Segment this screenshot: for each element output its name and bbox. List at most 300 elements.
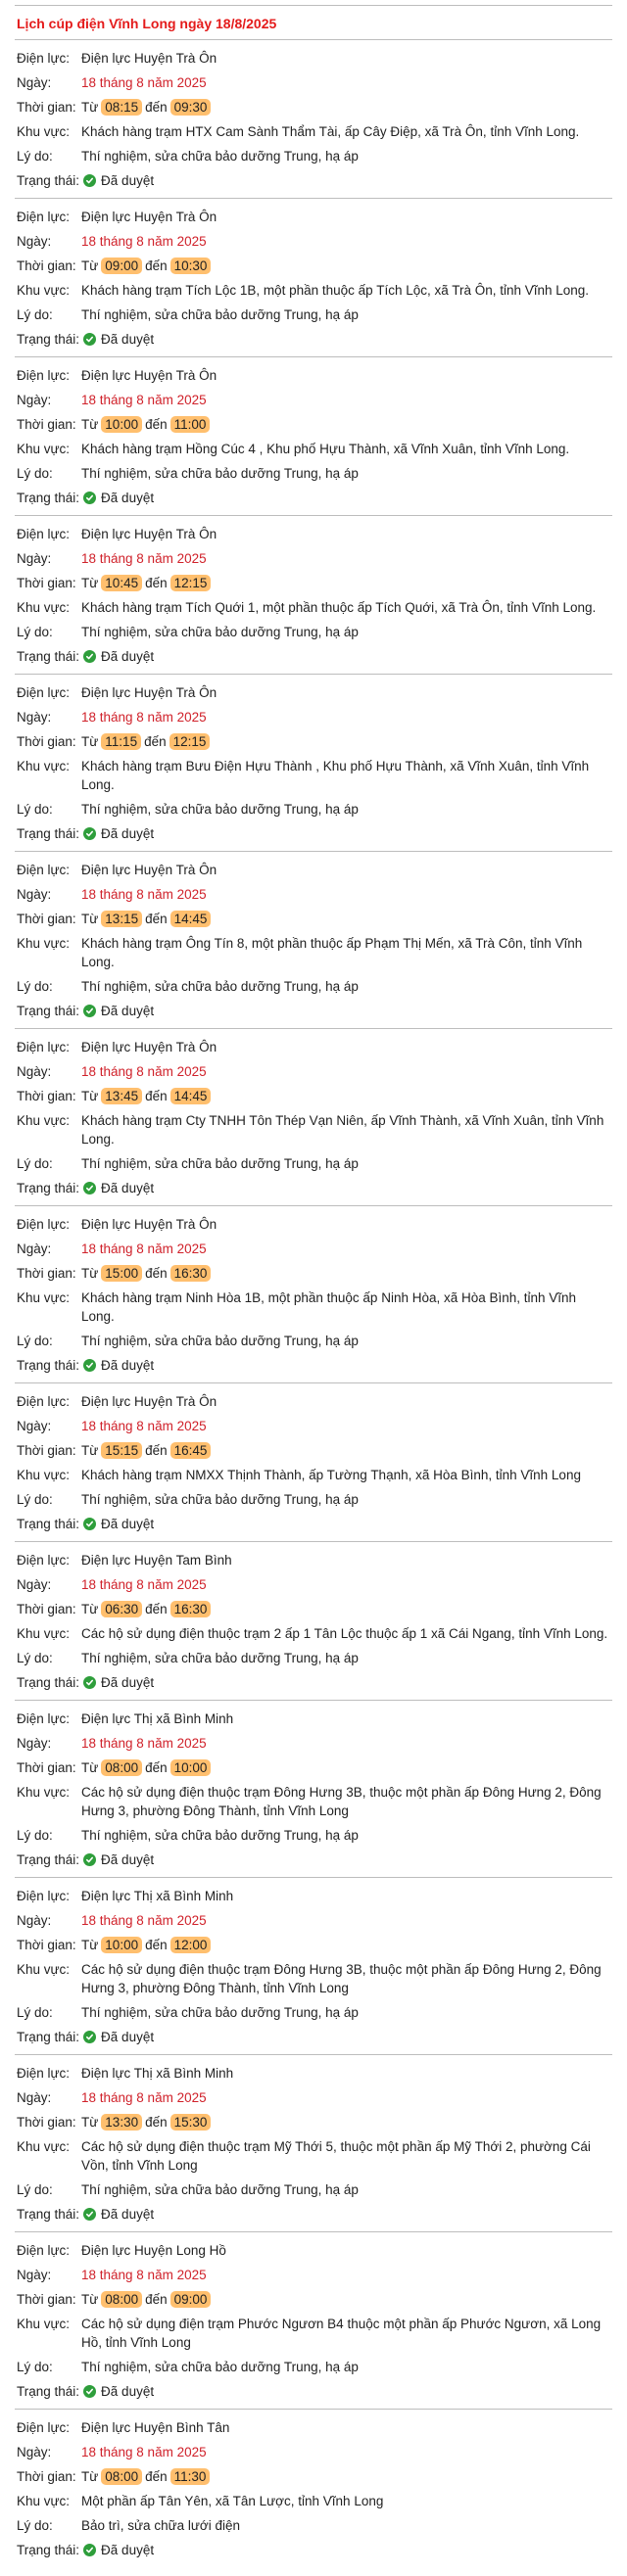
time-value (81, 910, 610, 928)
status-row (17, 2025, 610, 2049)
area-label: Khu vực: (17, 2494, 71, 2508)
status-text: Đã duyệt (101, 173, 155, 188)
status-text: Đã duyệt (101, 2207, 155, 2222)
time-row (17, 2287, 610, 2312)
date-value: 18 tháng 8 năm 2025 (81, 551, 207, 566)
reason-label: Lý do: (17, 979, 53, 994)
date-value: 18 tháng 8 năm 2025 (81, 2268, 207, 2282)
check-circle-icon (83, 2031, 96, 2043)
unit-row (17, 1884, 610, 1908)
date-row (17, 705, 610, 729)
status-text: Đã duyệt (101, 1004, 155, 1018)
to-label: đến (145, 1089, 168, 1103)
status-row (17, 2538, 610, 2562)
page (0, 5, 627, 2567)
date-row (17, 546, 610, 571)
status-row (17, 999, 610, 1023)
area-label: Khu vực: (17, 2317, 71, 2331)
date-value: 18 tháng 8 năm 2025 (81, 887, 207, 902)
status-label: Trạng thái: (17, 826, 80, 841)
area-value: Khách hàng trạm Ninh Hòa 1B, một phần thuộc ấp Ninh Hòa, xã Hòa Bình, tỉnh Vĩnh Long. (81, 1290, 577, 1324)
unit-row (17, 1035, 610, 1059)
check-circle-icon (83, 1182, 96, 1194)
time-row (17, 729, 610, 754)
reason-row (17, 2178, 610, 2202)
from-label: Từ (81, 417, 99, 432)
status-text: Đã duyệt (101, 491, 155, 505)
end-time-badge: 16:45 (170, 1442, 212, 1459)
reason-value: Thí nghiệm, sửa chữa bảo dưỡng Trung, hạ áp (81, 2005, 359, 2020)
from-label: Từ (81, 734, 99, 749)
date-value: 18 tháng 8 năm 2025 (81, 1913, 207, 1928)
unit-row (17, 46, 610, 70)
time-label: Thời gian: (17, 576, 76, 590)
to-label: đến (145, 258, 168, 273)
check-circle-icon (83, 1005, 96, 1017)
date-row (17, 2263, 610, 2287)
date-label: Ngày: (17, 1736, 52, 1751)
time-label: Thời gian: (17, 734, 76, 749)
time-value (81, 1600, 610, 1618)
unit-value: Điện lực Huyện Bình Tân (81, 2420, 230, 2435)
reason-value: Thí nghiệm, sửa chữa bảo dưỡng Trung, hạ áp (81, 625, 359, 639)
area-value: Khách hàng trạm Tích Lộc 1B, một phần thuộc ấp Tích Lộc, xã Trà Ôn, tỉnh Vĩnh Long. (81, 283, 590, 298)
area-label: Khu vực: (17, 936, 71, 951)
unit-label: Điện lực: (17, 1889, 71, 1903)
outage-item (15, 515, 612, 674)
status-row (17, 486, 610, 510)
reason-label: Lý do: (17, 466, 53, 481)
date-row (17, 388, 610, 412)
reason-label: Lý do: (17, 625, 53, 639)
unit-row (17, 1548, 610, 1572)
time-value (81, 732, 610, 751)
status-label: Trạng thái: (17, 2207, 80, 2222)
unit-row (17, 1212, 610, 1237)
start-time-badge: 06:30 (101, 1601, 142, 1617)
date-row (17, 70, 610, 95)
unit-label: Điện lực: (17, 527, 71, 541)
status-label: Trạng thái: (17, 1358, 80, 1373)
status-value (83, 489, 610, 507)
outage-item (15, 2054, 612, 2231)
area-value: Khách hàng trạm Cty TNHH Tôn Thép Vạn Niên, ấp Vĩnh Thành, xã Vĩnh Xuân, tỉnh Vĩnh Long. (81, 1113, 604, 1147)
unit-value: Điện lực Huyện Trà Ôn (81, 210, 217, 224)
from-label: Từ (81, 576, 99, 590)
start-time-badge: 08:00 (101, 2468, 142, 2485)
status-label: Trạng thái: (17, 1181, 80, 1195)
status-text: Đã duyệt (101, 1358, 155, 1373)
time-row (17, 1933, 610, 1957)
status-value (83, 2205, 610, 2224)
unit-value: Điện lực Huyện Trà Ôn (81, 1217, 217, 1232)
unit-row (17, 363, 610, 388)
unit-row (17, 2238, 610, 2263)
status-value (83, 330, 610, 349)
reason-row (17, 974, 610, 999)
reason-label: Lý do: (17, 1492, 53, 1507)
reason-label: Lý do: (17, 149, 53, 164)
status-row (17, 2202, 610, 2226)
end-time-badge: 14:45 (170, 1088, 212, 1104)
status-text: Đã duyệt (101, 2543, 155, 2557)
area-value: Khách hàng trạm Ông Tín 8, một phần thuộc ấp Phạm Thị Mến, xã Trà Côn, tỉnh Vĩnh Long. (81, 936, 583, 969)
end-time-badge: 10:30 (170, 258, 212, 274)
time-label: Thời gian: (17, 912, 76, 926)
outage-item (15, 1028, 612, 1205)
status-label: Trạng thái: (17, 1517, 80, 1531)
date-row (17, 2085, 610, 2110)
reason-row (17, 2000, 610, 2025)
status-value (83, 2028, 610, 2046)
time-row (17, 1756, 610, 1780)
unit-value: Điện lực Huyện Trà Ôn (81, 685, 217, 700)
time-value (81, 1758, 610, 1777)
reason-label: Lý do: (17, 1828, 53, 1843)
unit-value: Điện lực Huyện Trà Ôn (81, 1394, 217, 1409)
unit-row (17, 1707, 610, 1731)
reason-row (17, 2513, 610, 2538)
status-text: Đã duyệt (101, 649, 155, 664)
status-value (83, 824, 610, 843)
reason-row (17, 1487, 610, 1512)
status-text: Đã duyệt (101, 1181, 155, 1195)
area-value: Các hộ sử dụng điện thuộc trạm Đông Hưng 3B, thuộc một phần ấp Đông Hưng 2, Đông Hưng 3, phường Đông Thành, tỉnh Vĩnh Long (81, 1962, 602, 1995)
unit-value: Điện lực Thị xã Bình Minh (81, 2066, 234, 2081)
unit-value: Điện lực Huyện Tam Bình (81, 1553, 232, 1568)
end-time-badge: 16:30 (170, 1601, 212, 1617)
status-text: Đã duyệt (101, 2030, 155, 2044)
date-row (17, 1908, 610, 1933)
area-value: Các hộ sử dụng điện thuộc trạm Mỹ Thới 5, thuộc một phần ấp Mỹ Thới 2, phường Cái Vồn, tỉnh Vĩnh Long (81, 2139, 591, 2173)
from-label: Từ (81, 1266, 99, 1281)
reason-label: Lý do: (17, 2360, 53, 2374)
check-circle-icon (83, 492, 96, 504)
unit-row (17, 1389, 610, 1414)
reason-row (17, 797, 610, 821)
date-value: 18 tháng 8 năm 2025 (81, 2090, 207, 2105)
area-value: Các hộ sử dụng điện thuộc trạm Đông Hưng 3B, thuộc một phần ấp Đông Hưng 2, Đông Hưng 3, phường Đông Thành, tỉnh Vĩnh Long (81, 1785, 602, 1818)
unit-label: Điện lực: (17, 685, 71, 700)
time-value (81, 1936, 610, 1954)
status-text: Đã duyệt (101, 1852, 155, 1867)
time-row (17, 254, 610, 278)
reason-value: Thí nghiệm, sửa chữa bảo dưỡng Trung, hạ áp (81, 802, 359, 817)
time-value (81, 98, 610, 117)
date-label: Ngày: (17, 1577, 52, 1592)
status-value (83, 171, 610, 190)
to-label: đến (145, 2292, 168, 2307)
outage-item (15, 1700, 612, 1877)
unit-row (17, 680, 610, 705)
reason-value: Thí nghiệm, sửa chữa bảo dưỡng Trung, hạ áp (81, 149, 359, 164)
unit-value: Điện lực Huyện Trà Ôn (81, 527, 217, 541)
area-label: Khu vực: (17, 1626, 71, 1641)
check-circle-icon (83, 2544, 96, 2556)
from-label: Từ (81, 1089, 99, 1103)
reason-label: Lý do: (17, 2182, 53, 2197)
date-label: Ngày: (17, 1064, 52, 1079)
status-value (83, 1673, 610, 1692)
check-circle-icon (83, 1518, 96, 1530)
date-value: 18 tháng 8 năm 2025 (81, 75, 207, 90)
time-row (17, 2464, 610, 2489)
area-row (17, 1780, 610, 1823)
time-label: Thời gian: (17, 1443, 76, 1458)
from-label: Từ (81, 912, 99, 926)
area-row (17, 595, 610, 620)
date-label: Ngày: (17, 1241, 52, 1256)
status-row (17, 1176, 610, 1200)
end-time-badge: 12:00 (170, 1937, 212, 1953)
check-circle-icon (83, 827, 96, 840)
from-label: Từ (81, 2115, 99, 2130)
time-label: Thời gian: (17, 100, 76, 115)
reason-row (17, 1646, 610, 1670)
reason-value: Thí nghiệm, sửa chữa bảo dưỡng Trung, hạ áp (81, 2360, 359, 2374)
outage-item (15, 1205, 612, 1382)
check-circle-icon (83, 174, 96, 187)
status-row (17, 168, 610, 193)
time-row (17, 1084, 610, 1108)
unit-row (17, 2061, 610, 2085)
time-label: Thời gian: (17, 417, 76, 432)
reason-label: Lý do: (17, 2005, 53, 2020)
area-row (17, 931, 610, 974)
time-label: Thời gian: (17, 2292, 76, 2307)
time-label: Thời gian: (17, 258, 76, 273)
status-row (17, 1353, 610, 1378)
area-value: Khách hàng trạm Tích Quới 1, một phần thuộc ấp Tích Quới, xã Trà Ôn, tỉnh Vĩnh Long. (81, 600, 597, 615)
to-label: đến (144, 734, 167, 749)
reason-value: Bảo trì, sửa chữa lưới điện (81, 2518, 241, 2533)
status-label: Trạng thái: (17, 332, 80, 347)
date-value: 18 tháng 8 năm 2025 (81, 234, 207, 249)
status-text: Đã duyệt (101, 1517, 155, 1531)
check-circle-icon (83, 1676, 96, 1689)
date-row (17, 1572, 610, 1597)
start-time-badge: 13:45 (101, 1088, 142, 1104)
reason-row (17, 1151, 610, 1176)
reason-label: Lý do: (17, 802, 53, 817)
from-label: Từ (81, 2469, 99, 2484)
outage-item (15, 198, 612, 356)
reason-row (17, 620, 610, 644)
time-value (81, 574, 610, 592)
reason-label: Lý do: (17, 2518, 53, 2533)
time-row (17, 412, 610, 437)
status-row (17, 644, 610, 669)
reason-value: Thí nghiệm, sửa chữa bảo dưỡng Trung, hạ áp (81, 2182, 359, 2197)
time-label: Thời gian: (17, 1602, 76, 1616)
unit-value: Điện lực Huyện Trà Ôn (81, 51, 217, 66)
unit-label: Điện lực: (17, 1711, 71, 1726)
reason-row (17, 144, 610, 168)
area-label: Khu vực: (17, 2139, 71, 2154)
area-value: Khách hàng trạm Hồng Cúc 4 , Khu phố Hựu Thành, xã Vĩnh Xuân, tỉnh Vĩnh Long. (81, 442, 570, 456)
to-label: đến (145, 2115, 168, 2130)
status-row (17, 821, 610, 846)
end-time-badge: 11:00 (170, 416, 211, 433)
area-label: Khu vực: (17, 759, 71, 773)
area-row (17, 119, 610, 144)
date-value: 18 tháng 8 năm 2025 (81, 1241, 207, 1256)
date-label: Ngày: (17, 75, 52, 90)
from-label: Từ (81, 1443, 99, 1458)
unit-label: Điện lực: (17, 51, 71, 66)
time-label: Thời gian: (17, 1760, 76, 1775)
unit-label: Điện lực: (17, 1553, 71, 1568)
unit-label: Điện lực: (17, 210, 71, 224)
to-label: đến (145, 100, 168, 115)
time-value (81, 1441, 610, 1460)
status-value (83, 647, 610, 666)
area-value: Khách hàng trạm Bưu Điện Hựu Thành , Khu phố Hựu Thành, xã Vĩnh Xuân, tỉnh Vĩnh Long. (81, 759, 590, 792)
time-value (81, 257, 610, 275)
reason-value: Thí nghiệm, sửa chữa bảo dưỡng Trung, hạ áp (81, 466, 359, 481)
unit-label: Điện lực: (17, 2243, 71, 2258)
date-label: Ngày: (17, 393, 52, 407)
time-row (17, 95, 610, 119)
start-time-badge: 15:00 (101, 1265, 142, 1282)
start-time-badge: 11:15 (101, 733, 141, 750)
outage-item (15, 1877, 612, 2054)
to-label: đến (145, 1266, 168, 1281)
date-row (17, 2440, 610, 2464)
date-label: Ngày: (17, 887, 52, 902)
reason-value: Thí nghiệm, sửa chữa bảo dưỡng Trung, hạ áp (81, 979, 359, 994)
reason-row (17, 303, 610, 327)
time-value (81, 2113, 610, 2131)
unit-label: Điện lực: (17, 863, 71, 877)
reason-value: Thí nghiệm, sửa chữa bảo dưỡng Trung, hạ áp (81, 1492, 359, 1507)
status-value (83, 2382, 610, 2401)
to-label: đến (145, 576, 168, 590)
page-title: Lịch cúp điện Vĩnh Long ngày 18/8/2025 (17, 16, 277, 31)
unit-row (17, 2415, 610, 2440)
date-value: 18 tháng 8 năm 2025 (81, 1064, 207, 1079)
area-row (17, 1108, 610, 1151)
reason-label: Lý do: (17, 307, 53, 322)
date-row (17, 1414, 610, 1438)
area-value: Khách hàng trạm NMXX Thịnh Thành, ấp Tường Thạnh, xã Hòa Bình, tỉnh Vĩnh Long (81, 1468, 581, 1482)
outage-item (15, 674, 612, 851)
area-row (17, 2134, 610, 2178)
area-label: Khu vực: (17, 1290, 71, 1305)
date-value: 18 tháng 8 năm 2025 (81, 393, 207, 407)
check-circle-icon (83, 650, 96, 663)
date-label: Ngày: (17, 1913, 52, 1928)
outage-list (15, 39, 612, 2567)
end-time-badge: 14:45 (170, 911, 212, 927)
unit-label: Điện lực: (17, 1040, 71, 1054)
date-value: 18 tháng 8 năm 2025 (81, 1577, 207, 1592)
status-text: Đã duyệt (101, 1675, 155, 1690)
from-label: Từ (81, 1602, 99, 1616)
time-row (17, 1261, 610, 1286)
date-label: Ngày: (17, 1419, 52, 1433)
area-value: Các hộ sử dụng điện trạm Phước Ngươn B4 thuộc một phần ấp Phước Ngươn, xã Long Hồ, tỉnh Vĩnh Long (81, 2317, 602, 2350)
date-row (17, 1237, 610, 1261)
date-value: 18 tháng 8 năm 2025 (81, 2445, 207, 2459)
area-value: Khách hàng trạm HTX Cam Sành Thẩm Tài, ấp Cây Điệp, xã Trà Ôn, tỉnh Vĩnh Long. (81, 124, 580, 139)
start-time-badge: 15:15 (101, 1442, 142, 1459)
area-label: Khu vực: (17, 600, 71, 615)
outage-item (15, 1541, 612, 1700)
to-label: đến (145, 2469, 168, 2484)
date-label: Ngày: (17, 2090, 52, 2105)
start-time-badge: 10:00 (101, 416, 142, 433)
status-value (83, 2541, 610, 2559)
status-label: Trạng thái: (17, 649, 80, 664)
reason-value: Thí nghiệm, sửa chữa bảo dưỡng Trung, hạ áp (81, 307, 359, 322)
end-time-badge: 12:15 (170, 575, 212, 591)
date-label: Ngày: (17, 551, 52, 566)
from-label: Từ (81, 2292, 99, 2307)
unit-value: Điện lực Thị xã Bình Minh (81, 1889, 234, 1903)
unit-label: Điện lực: (17, 368, 71, 383)
area-label: Khu vực: (17, 1785, 71, 1800)
area-row (17, 278, 610, 303)
to-label: đến (145, 1443, 168, 1458)
time-label: Thời gian: (17, 2469, 76, 2484)
unit-value: Điện lực Huyện Long Hồ (81, 2243, 226, 2258)
area-row (17, 1957, 610, 2000)
date-label: Ngày: (17, 2445, 52, 2459)
area-value: Các hộ sử dụng điện thuộc trạm 2 ấp 1 Tân Lộc thuộc ấp 1 xã Cái Ngang, tỉnh Vĩnh Long. (81, 1626, 608, 1641)
date-row (17, 1059, 610, 1084)
check-circle-icon (83, 2385, 96, 2398)
unit-value: Điện lực Thị xã Bình Minh (81, 1711, 234, 1726)
area-label: Khu vực: (17, 442, 71, 456)
area-row (17, 2489, 610, 2513)
from-label: Từ (81, 100, 99, 115)
date-label: Ngày: (17, 710, 52, 725)
status-row (17, 1512, 610, 1536)
date-row (17, 1731, 610, 1756)
area-row (17, 437, 610, 461)
to-label: đến (145, 417, 168, 432)
unit-label: Điện lực: (17, 1217, 71, 1232)
check-circle-icon (83, 2208, 96, 2221)
area-label: Khu vực: (17, 124, 71, 139)
end-time-badge: 11:30 (170, 2468, 211, 2485)
reason-value: Thí nghiệm, sửa chữa bảo dưỡng Trung, hạ áp (81, 1156, 359, 1171)
reason-label: Lý do: (17, 1334, 53, 1348)
to-label: đến (145, 1938, 168, 1952)
reason-value: Thí nghiệm, sửa chữa bảo dưỡng Trung, hạ áp (81, 1651, 359, 1665)
area-label: Khu vực: (17, 1468, 71, 1482)
check-circle-icon (83, 1853, 96, 1866)
date-row (17, 882, 610, 907)
time-label: Thời gian: (17, 1089, 76, 1103)
outage-item (15, 851, 612, 1028)
unit-value: Điện lực Huyện Trà Ôn (81, 368, 217, 383)
check-circle-icon (83, 333, 96, 346)
area-label: Khu vực: (17, 1962, 71, 1977)
end-time-badge: 15:30 (170, 2114, 212, 2131)
unit-row (17, 858, 610, 882)
status-value (83, 1002, 610, 1020)
from-label: Từ (81, 1760, 99, 1775)
reason-row (17, 1329, 610, 1353)
status-label: Trạng thái: (17, 1675, 80, 1690)
start-time-badge: 08:15 (101, 99, 142, 116)
outage-item (15, 2231, 612, 2409)
time-value (81, 2467, 610, 2486)
area-row (17, 1621, 610, 1646)
unit-row (17, 205, 610, 229)
